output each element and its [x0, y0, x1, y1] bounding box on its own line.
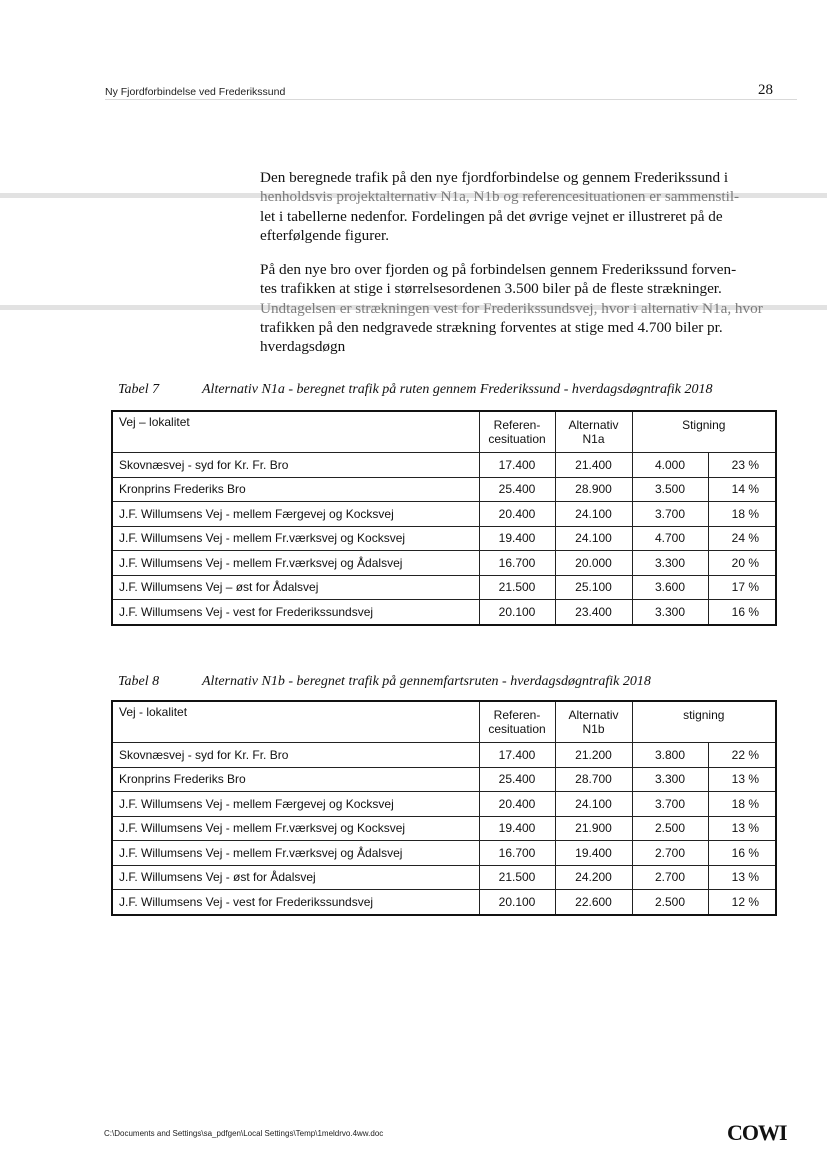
table-row — [112, 453, 776, 478]
paragraph-line: På den nye bro over fjorden og på forbindelsen gennem Frederikssund forven- — [260, 261, 737, 278]
footer-file-path: C:\Documents and Settings\sa_pdfgen\Local Settings\Temp\1meldrvo.4ww.doc — [104, 1129, 384, 1138]
cell-lokalitet: J.F. Willumsens Vej - mellem Fr.værksvej og Ådalsvej — [112, 841, 479, 866]
header-stigning: stigning — [632, 701, 776, 743]
header-lokalitet: Vej - lokalitet — [112, 701, 479, 743]
cell-lokalitet: J.F. Willumsens Vej - mellem Fr.værksvej og Ådalsvej — [112, 551, 479, 576]
table-row — [112, 792, 776, 817]
table-row — [112, 767, 776, 792]
cell-stigning: 3.300 — [632, 767, 708, 792]
cell-reference: 21.500 — [479, 865, 555, 890]
header-text: cesituation — [488, 432, 546, 446]
table-header-row — [112, 411, 776, 453]
cell-alternative: 19.400 — [555, 841, 632, 866]
header-lokalitet: Vej – lokalitet — [112, 411, 479, 453]
cell-lokalitet: J.F. Willumsens Vej - vest for Frederikssundsvej — [112, 600, 479, 625]
header-stigning: Stigning — [632, 411, 776, 453]
cell-alternative: 20.000 — [555, 551, 632, 576]
cell-reference: 20.400 — [479, 502, 555, 527]
cell-lokalitet: J.F. Willumsens Vej - vest for Frederikssundsvej — [112, 890, 479, 915]
cell-reference: 20.400 — [479, 792, 555, 817]
cell-stigning: 3.700 — [632, 502, 708, 527]
cell-stigning: 2.700 — [632, 841, 708, 866]
cell-reference: 25.400 — [479, 477, 555, 502]
cell-percent: 13 % — [708, 816, 776, 841]
header-rule — [105, 99, 797, 100]
cell-lokalitet: J.F. Willumsens Vej - mellem Fr.værksvej og Kocksvej — [112, 816, 479, 841]
cell-percent: 13 % — [708, 767, 776, 792]
cell-lokalitet: J.F. Willumsens Vej - mellem Fr.værksvej og Kocksvej — [112, 526, 479, 551]
header-text: Alternativ — [568, 708, 619, 722]
table-8 — [111, 700, 777, 916]
table-row — [112, 551, 776, 576]
cell-lokalitet: J.F. Willumsens Vej - øst for Ådalsvej — [112, 865, 479, 890]
cell-stigning: 2.700 — [632, 865, 708, 890]
cell-reference: 20.100 — [479, 600, 555, 625]
cell-stigning: 4.700 — [632, 526, 708, 551]
cell-stigning: 2.500 — [632, 890, 708, 915]
cell-reference: 20.100 — [479, 890, 555, 915]
header-reference — [479, 701, 555, 743]
header-reference — [479, 411, 555, 453]
cell-lokalitet: J.F. Willumsens Vej - mellem Færgevej og Kocksvej — [112, 792, 479, 817]
header-text: Referen- — [493, 418, 541, 432]
cell-reference: 17.400 — [479, 743, 555, 768]
cell-reference: 25.400 — [479, 767, 555, 792]
cell-lokalitet: J.F. Willumsens Vej – øst for Ådalsvej — [112, 575, 479, 600]
cell-reference: 21.500 — [479, 575, 555, 600]
table-8-caption: Alternativ N1b - beregnet trafik på gennemfartsruten - hverdagsdøgntrafik 2018 — [202, 674, 651, 689]
table-row — [112, 890, 776, 915]
table-row — [112, 477, 776, 502]
cell-percent: 16 % — [708, 841, 776, 866]
cell-alternative: 28.900 — [555, 477, 632, 502]
table-row — [112, 575, 776, 600]
cell-percent: 20 % — [708, 551, 776, 576]
cell-lokalitet: Skovnæsvej - syd for Kr. Fr. Bro — [112, 453, 479, 478]
paragraph-line: Den beregnede trafik på den nye fjordforbindelse og gennem Frederikssund i — [260, 169, 729, 186]
cell-stigning: 3.500 — [632, 477, 708, 502]
cell-reference: 16.700 — [479, 551, 555, 576]
cell-percent: 16 % — [708, 600, 776, 625]
paragraph-line: tes trafikken at stige i størrelsesordenen 3.500 biler på de fleste strækninger. — [260, 280, 722, 298]
cell-alternative: 24.100 — [555, 792, 632, 817]
cell-alternative: 21.400 — [555, 453, 632, 478]
table-7-caption: Alternativ N1a - beregnet trafik på ruten gennem Frederikssund - hverdagsdøgntrafik 2018 — [202, 382, 713, 397]
cell-alternative: 21.200 — [555, 743, 632, 768]
paragraph-line: hverdagsdøgn — [260, 338, 346, 356]
cowi-logo: COWI — [727, 1120, 787, 1145]
cell-alternative: 28.700 — [555, 767, 632, 792]
header-text: cesituation — [488, 722, 546, 736]
header-text: N1b — [582, 722, 605, 736]
paragraph-line: trafikken på den nedgravede strækning forventes at stige med 4.700 biler pr. — [260, 318, 723, 336]
cell-stigning: 3.300 — [632, 551, 708, 576]
cell-percent: 18 % — [708, 502, 776, 527]
table-7 — [111, 410, 777, 626]
table-row — [112, 816, 776, 841]
table-row — [112, 502, 776, 527]
header-text: Referen- — [493, 708, 541, 722]
header-alternative — [555, 411, 632, 453]
cell-alternative: 24.100 — [555, 526, 632, 551]
page-number: 28 — [758, 82, 773, 98]
cell-stigning: 3.800 — [632, 743, 708, 768]
table-8-label: Tabel 8 — [118, 674, 160, 689]
cell-stigning: 4.000 — [632, 453, 708, 478]
cell-lokalitet: J.F. Willumsens Vej - mellem Færgevej og Kocksvej — [112, 502, 479, 527]
header-alternative — [555, 701, 632, 743]
running-header-title: Ny Fjordforbindelse ved Frederikssund — [105, 86, 286, 98]
cell-lokalitet: Kronprins Frederiks Bro — [112, 477, 479, 502]
paragraph-line: henholdsvis projektalternativ N1a, N1b og referencesituationen er sammenstil- — [260, 188, 740, 206]
cell-reference: 19.400 — [479, 526, 555, 551]
cell-lokalitet: Kronprins Frederiks Bro — [112, 767, 479, 792]
cell-percent: 14 % — [708, 477, 776, 502]
cell-alternative: 21.900 — [555, 816, 632, 841]
cell-percent: 24 % — [708, 526, 776, 551]
cell-stigning: 3.600 — [632, 575, 708, 600]
table-row — [112, 841, 776, 866]
table-header-row — [112, 701, 776, 743]
cell-percent: 12 % — [708, 890, 776, 915]
cell-reference: 17.400 — [479, 453, 555, 478]
cell-percent: 13 % — [708, 865, 776, 890]
cell-percent: 18 % — [708, 792, 776, 817]
paragraph-line: let i tabellerne nedenfor. Fordelingen på det øvrige vejnet er illustreret på de — [260, 207, 723, 225]
table-row — [112, 865, 776, 890]
header-text: Alternativ — [568, 418, 619, 432]
table-row — [112, 526, 776, 551]
cell-alternative: 24.100 — [555, 502, 632, 527]
paragraph-2 — [260, 260, 780, 356]
cell-reference: 16.700 — [479, 841, 555, 866]
cell-stigning: 3.300 — [632, 600, 708, 625]
header-text: N1a — [582, 432, 605, 446]
cell-alternative: 23.400 — [555, 600, 632, 625]
cell-percent: 17 % — [708, 575, 776, 600]
cell-stigning: 3.700 — [632, 792, 708, 817]
cell-alternative: 22.600 — [555, 890, 632, 915]
cell-alternative: 25.100 — [555, 575, 632, 600]
paragraph-line: Undtagelsen er strækningen vest for Frederikssundsvej, hvor i alternativ N1a, hvor — [260, 299, 763, 317]
table-7-label: Tabel 7 — [118, 382, 160, 397]
cell-alternative: 24.200 — [555, 865, 632, 890]
cell-reference: 19.400 — [479, 816, 555, 841]
cell-stigning: 2.500 — [632, 816, 708, 841]
paragraph-line: efterfølgende figurer. — [260, 226, 390, 244]
table-row — [112, 600, 776, 625]
paragraph-1 — [260, 168, 780, 245]
cell-percent: 22 % — [708, 743, 776, 768]
cell-lokalitet: Skovnæsvej - syd for Kr. Fr. Bro — [112, 743, 479, 768]
cell-percent: 23 % — [708, 453, 776, 478]
table-row — [112, 743, 776, 768]
